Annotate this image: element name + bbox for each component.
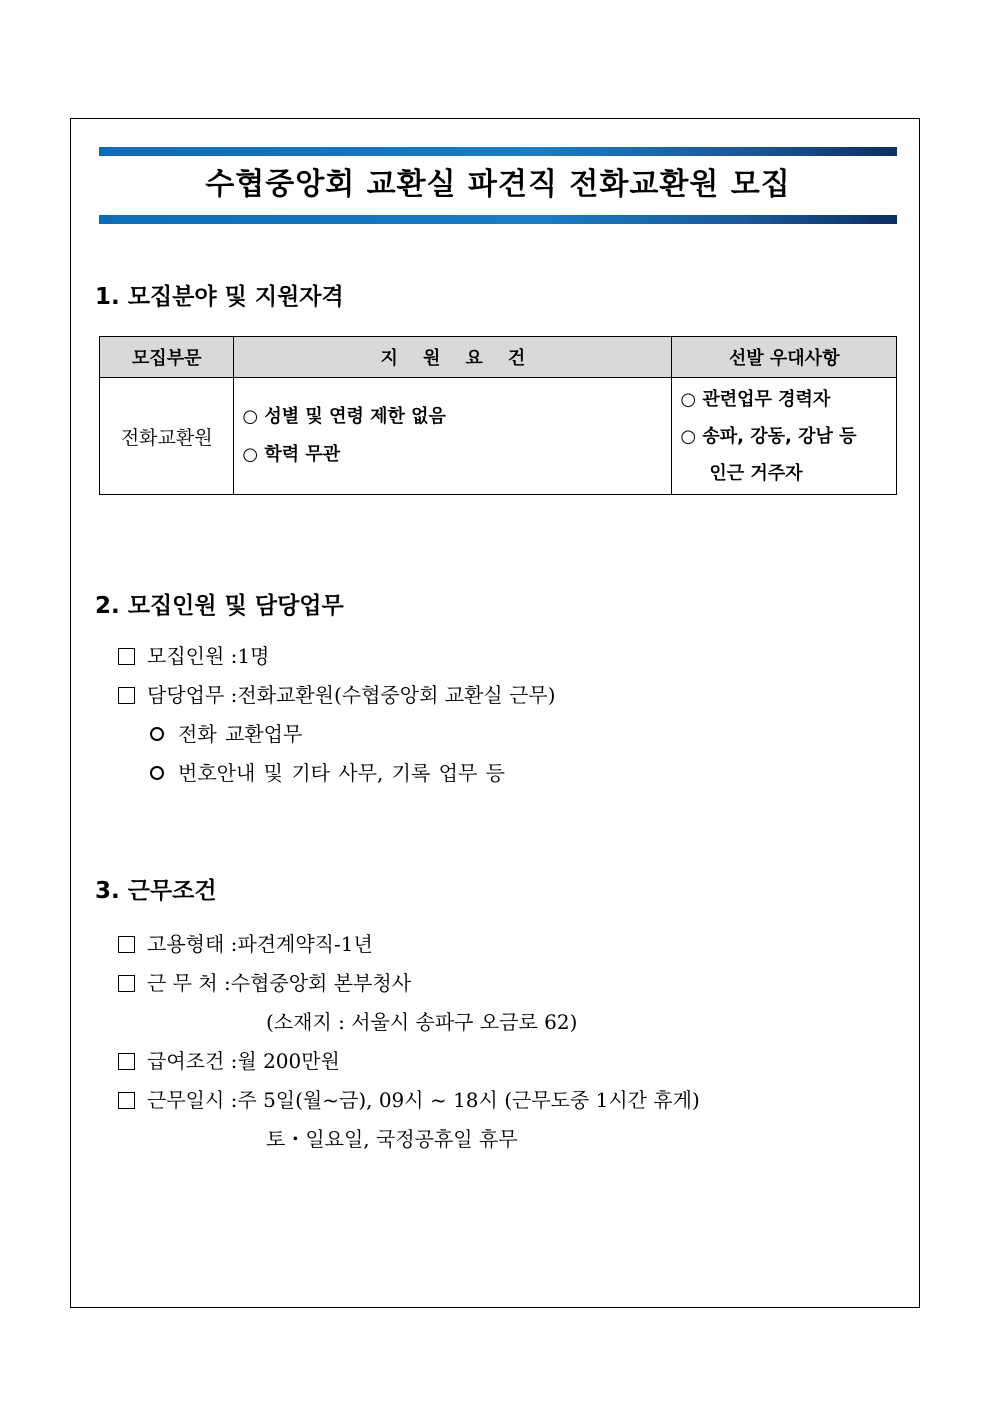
title-bar-top — [99, 147, 897, 156]
table-header-row — [100, 337, 897, 378]
checkbox-icon — [118, 687, 135, 704]
list-item: 번호안내 및 기타 사무, 기록 업무 등 — [150, 757, 505, 786]
checkbox-icon — [118, 1092, 135, 1109]
checkbox-icon — [118, 975, 135, 992]
section2-heading: 2. 모집인원 및 담당업무 — [95, 593, 344, 619]
preference-residence-cont: 인근 거주자 — [709, 462, 803, 484]
holiday-note: 토・일요일, 국정공휴일 휴무 — [266, 1127, 518, 1151]
title-bar-bottom — [99, 215, 897, 224]
circle-bullet-icon — [150, 766, 164, 780]
list-item: 급여조건 :월 200만원 — [118, 1045, 340, 1074]
checkbox-icon — [118, 936, 135, 953]
list-item: 고용형태 :파견계약직-1년 — [118, 928, 373, 957]
list-item: 근무일시 :주 5일(월~금), 09시 ~ 18시 (근무도중 1시간 휴게) — [118, 1084, 700, 1113]
preferences-cell — [672, 378, 897, 495]
location-note: (소재지 : 서울시 송파구 오금로 62) — [266, 1010, 578, 1034]
list-item: 전화 교환업무 — [150, 718, 302, 747]
condition-gender-age: ○ 성별 및 연령 제한 없음 — [242, 406, 446, 427]
condition-education: ○ 학력 무관 — [242, 444, 341, 465]
list-item: 담당업무 :전화교환원(수협중앙회 교환실 근무) — [118, 679, 556, 708]
preference-residence: ○ 송파, 강동, 강남 등 — [680, 425, 857, 447]
category-cell: 전화교환원 — [100, 378, 234, 495]
preference-experience: ○ 관련업무 경력자 — [680, 388, 831, 410]
checkbox-icon — [118, 1053, 135, 1070]
list-item: 근 무 처 :수협중앙회 본부청사 — [118, 967, 411, 996]
section1-heading: 1. 모집분야 및 지원자격 — [95, 284, 344, 310]
list-item: 모집인원 :1명 — [118, 640, 269, 669]
conditions-cell — [234, 378, 672, 495]
section3-heading: 3. 근무조건 — [95, 878, 217, 904]
header-category: 모집부문 — [100, 337, 234, 378]
circle-bullet-icon — [150, 727, 164, 741]
page-title: 수협중앙회 교환실 파견직 전화교환원 모집 — [205, 167, 791, 202]
table-row — [100, 378, 897, 495]
requirements-table — [99, 336, 897, 495]
header-preferences: 선발 우대사항 — [672, 337, 897, 378]
checkbox-icon — [118, 648, 135, 665]
header-conditions: 지 원 요 건 — [234, 337, 672, 378]
